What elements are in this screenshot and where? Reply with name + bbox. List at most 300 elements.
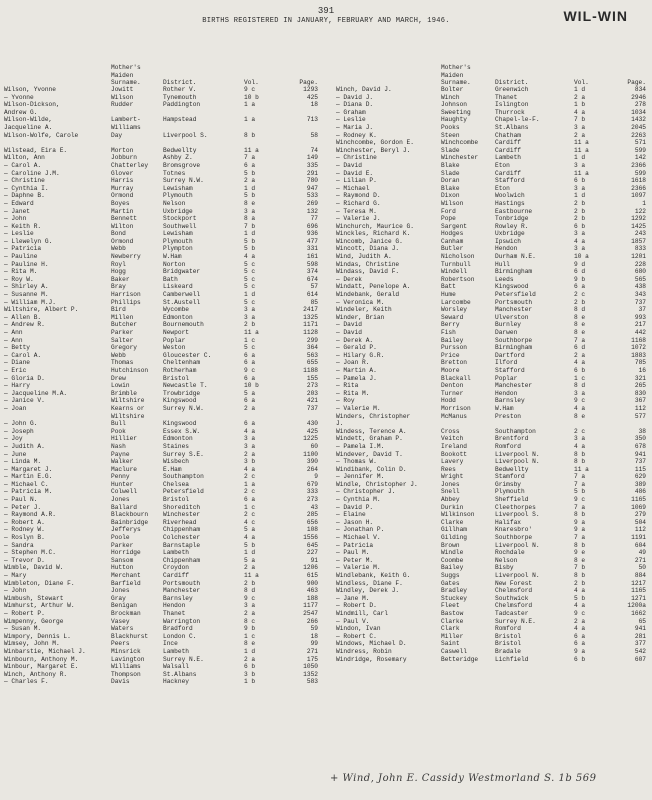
table-row [336, 359, 648, 367]
table-row [4, 481, 322, 489]
table-row [336, 215, 648, 223]
page-ref: 16 [638, 366, 646, 374]
volume: 5 b [244, 169, 256, 177]
table-row [336, 223, 648, 231]
child-name: — Michael [336, 184, 370, 192]
district: Eton [495, 161, 510, 169]
volume: 1 d [574, 86, 586, 93]
child-name: — Paul N. [4, 496, 38, 504]
maiden-surname: Winch [441, 93, 460, 101]
table-row [4, 337, 322, 345]
table-row [336, 253, 648, 261]
maiden-surname: Sargent [441, 222, 467, 230]
volume: 1 d [244, 184, 256, 192]
district: Chelmsford [495, 587, 533, 595]
table-row [336, 564, 648, 572]
child-name: Windibank, Colin D. [336, 465, 407, 473]
child-name: Wilson-Wilde, [4, 116, 53, 124]
table-row [336, 542, 648, 550]
table-row [4, 261, 322, 269]
page-ref: 1425 [631, 222, 646, 230]
volume: 7 a [574, 534, 586, 542]
volume: 9 b [244, 625, 256, 633]
child-name: — Graham [336, 108, 366, 116]
district: W.Ham [163, 253, 182, 261]
child-name: Windows, Michael D. [336, 640, 407, 648]
table-row [4, 291, 322, 299]
page-ref: 57 [310, 283, 318, 291]
page-ref: 217 [634, 321, 646, 329]
table-row [4, 314, 322, 322]
maiden-surname: Thomas [111, 359, 134, 367]
volume: 8 a [244, 215, 256, 223]
child-name: — Derek [336, 275, 362, 283]
page-ref: 122 [634, 207, 646, 215]
maiden-surname: Wilson [111, 93, 134, 101]
maiden-surname: Rudder [111, 101, 134, 109]
maiden-surname: Robertson [441, 275, 475, 283]
maiden-surname: Peers [111, 640, 130, 648]
volume: 1 c [244, 336, 256, 344]
maiden-surname: Ireland [441, 442, 467, 450]
page-ref: 285 [306, 511, 318, 519]
maiden-surname: Hutton [111, 564, 134, 572]
district: Tadcaster [495, 609, 529, 617]
district: Liverpool N. [495, 450, 540, 458]
table-row [4, 602, 322, 610]
table-row [4, 116, 322, 124]
volume: 1 c [244, 503, 256, 511]
table-row [336, 618, 648, 626]
volume: 5 c [244, 275, 256, 283]
district: Petersfield [163, 488, 204, 496]
table-row [4, 580, 322, 588]
page-ref: 2366 [631, 161, 646, 169]
page-title: BIRTHS REGISTERED IN JANUARY, FEBRUARY AND MARCH, 1946. [202, 17, 450, 25]
page-ref: 563 [306, 351, 318, 359]
volume [244, 413, 278, 421]
volume [244, 109, 278, 117]
district: Rochdale [495, 549, 525, 557]
table-row [336, 170, 648, 178]
maiden-surname: Merchant [111, 572, 141, 579]
volume: 9 c [574, 496, 586, 504]
volume: 6 b [574, 655, 586, 663]
table-row [336, 428, 648, 436]
maiden-surname: Clarke [441, 518, 464, 526]
maiden-surname: Harris [111, 177, 134, 185]
district: Stamford [495, 473, 525, 481]
maiden-surname: Pook [111, 427, 126, 435]
maiden-surname: Lambert- [111, 116, 141, 124]
volume: 1 a [244, 101, 256, 109]
table-row [4, 618, 322, 626]
volume: 3 a [574, 245, 586, 253]
maiden-surname: Denton [441, 382, 464, 390]
maiden-surname: Chatterley [111, 161, 149, 169]
volume: 4 c [244, 518, 256, 526]
child-name: Wincomb, Janice G. [336, 237, 403, 245]
table-row [336, 443, 648, 451]
page-ref: 161 [306, 253, 318, 261]
volume: 5 a [244, 556, 256, 564]
maiden-surname: Martin [111, 207, 134, 215]
page-ref: 1432 [631, 116, 646, 124]
district: Dartford [495, 351, 525, 359]
page-ref: 679 [306, 480, 318, 488]
maiden-surname: Blake [441, 184, 460, 192]
volume: 1 a [244, 116, 256, 124]
child-name: — Pauline H. [4, 260, 49, 268]
district: Bedwellty [163, 146, 197, 154]
child-name: — Elaine [336, 511, 366, 519]
table-row [4, 557, 322, 565]
maiden-surname: Drew [111, 374, 126, 382]
maiden-surname: Bennett [111, 215, 137, 223]
maiden-surname: Hutchinson [111, 366, 149, 374]
page-ref: 696 [306, 222, 318, 230]
maiden-surname: Lowin [111, 382, 130, 390]
volume: 3 a [574, 184, 586, 192]
page-ref: 115 [634, 465, 646, 473]
volume: 2 c [574, 291, 586, 299]
district: Bradale [495, 647, 521, 655]
page-ref: 1069 [631, 503, 646, 511]
page-number: 391 [317, 6, 335, 16]
table-row [4, 458, 322, 466]
page-ref: 278 [634, 101, 646, 109]
table-row [4, 306, 322, 314]
child-name: Windebank, Gerald [336, 291, 400, 299]
table-row [336, 147, 648, 155]
maiden-surname: Barfield [111, 579, 141, 587]
child-name: — Robert C. [336, 632, 377, 640]
page-ref: 321 [634, 374, 646, 382]
table-row [4, 124, 322, 132]
child-name: — Carol A. [4, 351, 42, 359]
child-name: — Stephen M.C. [4, 549, 56, 557]
page-ref: 2417 [303, 306, 318, 314]
district: Stafford [495, 366, 525, 374]
maiden-surname: Colwell [111, 488, 137, 496]
child-name: Windass, David F. [336, 268, 400, 276]
volume: 6 a [244, 351, 256, 359]
table-row [336, 519, 648, 527]
table-row [4, 382, 322, 390]
page-ref: 203 [306, 389, 318, 397]
child-name: — Harry [4, 382, 30, 390]
page-ref: 1191 [631, 534, 646, 542]
maiden-surname: Rees [441, 465, 456, 473]
page-ref: 331 [306, 245, 318, 253]
maiden-surname: Wilson [441, 199, 464, 207]
page-ref: 1201 [631, 253, 646, 261]
table-row [4, 572, 322, 580]
child-name: — Cynthia I. [4, 184, 49, 192]
table-row [4, 321, 322, 329]
child-name: — Janice V. [4, 397, 45, 405]
child-name: — Gloria D. [4, 374, 45, 382]
district: Hull [495, 260, 510, 268]
child-name: — Joy [4, 435, 23, 443]
maiden-surname: Kearns or [111, 404, 145, 412]
page-ref: 599 [634, 169, 646, 177]
district: Edmonton [163, 435, 193, 443]
volume: 4 a [574, 625, 586, 633]
page-ref: 99 [310, 640, 318, 648]
page-header: Page. [299, 78, 318, 86]
volume: 2 a [244, 450, 256, 458]
column-header [4, 40, 322, 86]
table-row [4, 299, 322, 307]
volume: 3 a [574, 230, 586, 238]
table-row [4, 648, 322, 656]
district: Hackney [163, 678, 189, 686]
volume: 8 b [574, 450, 586, 458]
district: Thanet [163, 609, 186, 617]
child-name: Windess, Terence A. [336, 427, 407, 435]
district: Southampton [163, 473, 204, 481]
volume: 3 a [574, 123, 586, 131]
table-row [336, 625, 648, 633]
maiden-surname: Walker [111, 458, 134, 466]
page-ref: 269 [306, 199, 318, 207]
child-name: Wiltshire, Albert P. [4, 306, 79, 314]
table-row [336, 101, 648, 109]
volume: 6 a [244, 374, 256, 382]
page-ref: 737 [306, 404, 318, 412]
table-row [4, 162, 322, 170]
page-ref: 18 [310, 632, 318, 640]
table-row [336, 116, 648, 124]
district [163, 109, 244, 117]
child-name: Wilson, Yvonne [4, 86, 56, 93]
page-ref: 678 [634, 442, 646, 450]
page-ref: 430 [306, 420, 318, 428]
maiden-surname: Slade [441, 169, 460, 177]
maiden-surname: Wright [441, 473, 464, 481]
child-name: Wincott, Diana J. [336, 245, 400, 253]
maiden-surname: Boyes [111, 199, 130, 207]
district: Lichfield [495, 655, 529, 663]
district: St.Albans [163, 670, 197, 678]
child-name: — Pauline [4, 253, 38, 261]
child-name: J. [336, 420, 344, 428]
child-name: — Patricia [336, 541, 374, 549]
page-ref: 58 [310, 131, 318, 139]
maiden-surname: Payne [111, 450, 130, 458]
volume: 3 a [574, 161, 586, 169]
table-row [4, 170, 322, 178]
maiden-surname: Winchester [441, 154, 479, 162]
district: Liverpool S. [163, 131, 208, 139]
maiden-surname: Morton [111, 146, 134, 154]
page-ref: 264 [306, 465, 318, 473]
right-entries [336, 86, 648, 663]
child-name: — Jason H. [336, 518, 374, 526]
child-name [4, 139, 111, 147]
table-row [4, 283, 322, 291]
maiden-surname: Baker [111, 275, 130, 283]
district: Manchester [495, 306, 533, 314]
district: Greenwich [495, 86, 529, 93]
maiden-surname: Pope [441, 215, 456, 223]
maiden-surname: Poole [111, 534, 130, 542]
table-row [336, 94, 648, 102]
district: Woolwich [495, 192, 525, 200]
child-name: Windlebank, Keith G. [336, 572, 411, 579]
page-ref: 565 [634, 275, 646, 283]
volume: 8 d [574, 382, 586, 390]
volume: 4 a [244, 253, 256, 261]
volume: 8 e [244, 199, 256, 207]
district: W.Ham [495, 404, 514, 412]
child-name: Wilton, Ann [4, 154, 45, 162]
district: Stafford [495, 177, 525, 185]
child-name: — Valerie M. [336, 564, 381, 572]
volume: 10 a [574, 253, 589, 261]
page-ref: 74 [310, 146, 318, 154]
table-row [4, 420, 322, 428]
maiden-surname: Murray [111, 184, 134, 192]
page-ref: 2547 [303, 609, 318, 617]
volume: 5 b [574, 594, 586, 602]
table-row [336, 549, 648, 557]
child-name: — Caroline J.M. [4, 169, 60, 177]
child-name: Windever, David T. [336, 450, 403, 458]
district: Cardiff [163, 572, 189, 579]
page-ref: 993 [634, 313, 646, 321]
table-row [336, 283, 648, 291]
volume: 8 e [574, 412, 586, 420]
child-name: Wimpenny, George [4, 617, 64, 625]
child-name: — Joan [4, 404, 27, 412]
child-name: Winbour, Margaret E. [4, 663, 79, 671]
child-name: — Yvonne [4, 93, 34, 101]
child-name: Jacqueline A. [4, 123, 53, 131]
child-name: — Pamela J. [336, 374, 377, 382]
maiden-surname: Turnbull [441, 260, 471, 268]
child-name: — Sandra [4, 541, 34, 549]
child-name: — Andrew R. [4, 321, 45, 329]
maiden-surname: Hogg [111, 268, 126, 276]
district: Kingswood [163, 420, 197, 428]
page-ref: 533 [306, 192, 318, 200]
child-name: — Gerald P. [336, 344, 377, 352]
table-row [336, 420, 648, 428]
maiden-surname: Pursson [441, 344, 467, 352]
page-ref: 1034 [631, 108, 646, 116]
page-ref: 1 [642, 199, 646, 207]
volume: 4 a [244, 534, 256, 542]
maiden-surname: Abbey [441, 496, 460, 504]
page-ref: 2045 [631, 123, 646, 131]
page-ref: 350 [634, 435, 646, 443]
maiden-surname: Blake [441, 161, 460, 169]
page-ref: 463 [306, 587, 318, 595]
page-ref: 291 [306, 169, 318, 177]
volume: 2 b [574, 215, 586, 223]
child-name: — Mary [4, 572, 27, 579]
district: Totnes [163, 169, 186, 177]
volume: 7 a [574, 503, 586, 511]
district: Staines [163, 442, 189, 450]
child-name: — Thomas W. [336, 458, 377, 466]
table-row [4, 443, 322, 451]
page-ref: 645 [306, 541, 318, 549]
child-name: Winch, David J. [336, 86, 392, 93]
district: Islington [495, 101, 529, 109]
table-row [4, 344, 322, 352]
page-ref: 1352 [303, 670, 318, 678]
table-row [336, 208, 648, 216]
maiden-surname: Jefferys [111, 526, 141, 534]
volume: 5 b [574, 488, 586, 496]
page-ref: 425 [306, 427, 318, 435]
child-name: — Raymond D. [336, 192, 381, 200]
district: Colchester [163, 534, 201, 542]
volume [244, 139, 278, 147]
district: Eastbourne [495, 207, 533, 215]
page-ref: 656 [306, 518, 318, 526]
district: Liverpool N. [495, 572, 540, 579]
volume: 6 a [244, 420, 256, 428]
child-name: — Allen B. [4, 313, 42, 321]
page-ref: 713 [306, 116, 318, 124]
table-row [4, 132, 322, 140]
district [163, 139, 244, 147]
volume: 1 b [574, 101, 586, 109]
table-row [336, 329, 648, 337]
table-row [336, 466, 648, 474]
page-ref: 279 [634, 511, 646, 519]
child-name: — David [336, 329, 362, 336]
volume: 7 a [244, 154, 256, 162]
district: Grimsby [495, 480, 521, 488]
volume: 6 a [574, 632, 586, 640]
district: Thurrock [495, 108, 525, 116]
table-row [336, 261, 648, 269]
maiden-surname: Worsley [441, 306, 467, 314]
maiden-surname: Windle [441, 549, 464, 557]
volume: 8 b [574, 541, 586, 549]
volume: 10 b [244, 382, 259, 390]
volume: 9 d [574, 260, 586, 268]
page-ref: 504 [634, 518, 646, 526]
maiden-surname: Salter [111, 336, 134, 344]
child-name: — David E. [336, 169, 374, 177]
district: Knaresbro' [495, 526, 533, 534]
table-row [4, 276, 322, 284]
table-row [4, 101, 322, 109]
volume: 5 c [244, 344, 256, 352]
volume: 4 a [574, 404, 586, 412]
district: Eton [495, 184, 510, 192]
page-ref: 599 [634, 146, 646, 154]
district: Gloucester C. [163, 351, 212, 359]
volume: 3 a [574, 389, 586, 397]
district: Paddington [163, 101, 201, 109]
maiden-surname: Moore [441, 366, 460, 374]
child-name: — Martin A. [336, 366, 377, 374]
volume: 4 a [574, 442, 586, 450]
maiden-surname: Hodd [441, 397, 456, 405]
child-name: Windmill, Carl [336, 609, 388, 617]
page-ref: 112 [634, 404, 646, 412]
maiden-surname: Nicholson [441, 253, 475, 261]
page-ref [608, 420, 646, 428]
table-row [336, 321, 648, 329]
